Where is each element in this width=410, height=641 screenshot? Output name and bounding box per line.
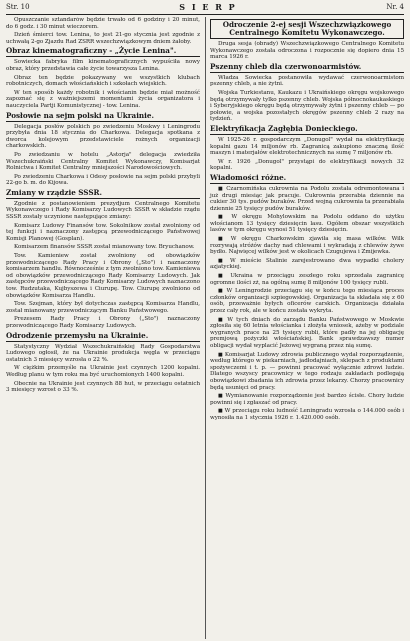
article-headline: Zmiany w rządzie SSSR.: [6, 189, 200, 199]
article-headline: Odrodzenie przemysłu na Ukrainie.: [6, 332, 200, 342]
right-column: [205, 17, 404, 639]
article-paragraph: W ciężkim przemyśle na Ukrainie jest czynnych 1200 kopalni. Według planu w tym roku ma być uruchomionych 1400 kopalni.: [6, 365, 200, 378]
article-paragraph: Komisarz Ludowy Finansów tow. Sokolnikow został zwolniony od tej funkcji i naznaczony zastępcą przewodniczącego Państwowej Komisji Planowej (Gosplan).: [6, 222, 200, 242]
article-paragraph: W r. 1926 „Donugol" przystąpi do elektryfikacji nowych 32 kopalni.: [210, 158, 404, 172]
article-headline: Pszenny chleb dla czerwonoarmistów.: [210, 63, 404, 73]
issue-number: Nr. 4: [386, 3, 404, 11]
article-paragraph: Statystyczny Wydział Wszechukraińskiej Rady Gospodarstwa Ludowego ogłosił, że na Ukrainie produkcja węgla w przeciągu ostatnich 3 miesięcy wzrosła o 22 %.: [6, 343, 200, 363]
article: [6, 332, 200, 394]
news-item: ■ W przeciągu roku ludność Leningradu wzrosła o 144.000 osób i wynosiła na 1 stycznia 1926 r. 1.420.000 osób.: [210, 408, 404, 421]
page-header: [6, 0, 404, 15]
article-headline: Obraz kinematograficzny - „Życie Lenina".: [6, 47, 200, 57]
news-item: ■ Ukraina w przeciągu zeszłego roku sprzedała zagranicę ogromne ilości zż, na ogólną sumę 8 miljonów 100 tysięcy rubli.: [210, 273, 404, 286]
article: [6, 189, 200, 330]
article-paragraph: W 1925-26 r. gospodarczym „Donugol" wydał na elektryfikację kopalni gazu 14 miljonów rb. Zagranicą zakupiono znaczną ilość maszyn i materjałów elektrotechnicznych na sumę 7 miljonów rb.: [210, 136, 404, 157]
article-paragraph: Po zwiedzeniu Charkowa i Odesy posłowie na sejm polski przybyli 22-go b. m. do Kijowa.: [6, 173, 200, 187]
masthead-title: S I E R P: [179, 2, 237, 12]
article-paragraph: Po zwiedzaniu w hotelu „Astorja" delegacja zwiedziła Wszechukraiński Centralny Komitet Wykonawczy, Komisarjat Rolnictwa i Komitet Centralny mniejszości Narodowościowych.: [6, 151, 200, 172]
news-item: ■ W okręgu Charkowskim zjawiła się masa wilków. Wilk rozrywają stróżów dachy nad chlewami i wykradają z chlewów żywe bydło. Najwięcej wilków jest w okolicach Czugujewa i Zmijewka.: [210, 236, 404, 256]
article: [6, 47, 200, 109]
left-column: [6, 17, 200, 639]
news-item: ■ Komisarjat Ludowy zdrowia publicznego wydał rozporządzenie, według którego w piekarniach, jadłodajniach, sklepach z produktami spożywczemi i t. p. — powinni pracować wyłącznie zdrowi ludzie. Dlatego wszyscy pracownicy w tego rodzaju zakładach podlegają obowiązkowi zbadania ich zdrowia przez lekarzy. Chorzy pracownicy będą usunięci od pracy.: [210, 352, 404, 392]
news-item: ■ Czarnomińska cukrownia na Podolu została odremontowana i już drugi miesiąc jak pracuje. Cukrownia przerabia dziennie na cukier 30 tys. pudów buraków. Przed wojną cukrownia ta przerabiała dziennie 25 tysięcy pudów buraków.: [210, 186, 404, 212]
article-headline: Wiadomości różne.: [210, 174, 404, 184]
article-headline: Odroczenie 2-ej sesji Wszechzwiązkowego Centralnego Komitetu Wykonawczego.: [210, 19, 404, 39]
article: [210, 63, 404, 123]
article: [6, 112, 200, 187]
article-paragraph: Prezesem Rady Pracy i Obrony („Sto") naznaczony przewodniczącego Rady Komisarzy Ludowych.: [6, 316, 200, 329]
article-paragraph: Zgodnie z postanowieniem prezydjum Centralnego Komitetu Wykonawczego i Rady Komisarzy Ludowych SSSR w składzie rządu SSSR zostały uczynione następujące zmiany:: [6, 200, 200, 221]
article-paragraph: Władza Sowiecka postanowiła wydawać czerwonoarmistom pszenny chleb, a nie żytni.: [210, 74, 404, 88]
article-paragraph: Tow. Szejman, który był dotychczas zastępcą Komisarza Handlu, został mianowany przewodniczącym Banku Państwowego.: [6, 301, 200, 314]
news-item: ■ W Leningrodzie przeciągu się w końcu tego miesiąca proces członków organizacji szpiegowskiej. Organizacja ta składała się z 60 osób, przeważnie byłych oficerów carskich. Organizacja działała przez cały rok, ale w końcu została wykryta.: [210, 288, 404, 314]
article-paragraph: Obraz ten będzie pokazywany we wszystkich klubach robotniczych, domach włościańskich i szkołach wiejskich.: [6, 74, 200, 88]
news-item: ■ W okręgu Mohylowskim na Podolu oddano do użytku włościanom 13 tysięcy dziesięcin lasu. Ogółem obszar wszystkich lasów w tym okręgu wynosi 51 tysięcy dziesięcin.: [210, 214, 404, 234]
article-paragraph: Tow. Kamieniew został zwolniony od obowiązków przewodniczącego Rady Pracy i Obrony („Sto") i naznaczony komisarzem handlu. Równocześnie z tym zwolniono tow. Kamieniewa od obowiązków przewodniczącego Rady Komisarzy Ludowych. Jak zastępców przewodniczącego Rady Komisarzy Ludowych naznaczono tow. Rudzutaka, Kujbyszewa i Ciurupę. Tow. Ciurupę zwolniono od obowiązków Komisarza Handlu.: [6, 253, 200, 299]
article: [210, 125, 404, 172]
intro-paragraph: Dzień śmierci tow. Lenina, to jest 21-go stycznia jest zgodnie z uchwałą 2-go Zjazdu Rad ZSRR wszechzwiązkowym dniem żałoby.: [6, 32, 200, 45]
article-paragraph: Delegacja posłów polskich po zwiedzeniu Moskwy i Leningrodu przybyła dnia 18 stycznia do Charkowa. Delegacja spotkana z dworca kolejowym przedstawiciele rożnych organizacji charkowskich.: [6, 123, 200, 150]
article: [210, 19, 404, 61]
article-paragraph: Druga sesja (obrady) Wszechzwiązkowego Centralnego Komitetu Wykonawczego została odroczona i rozpocznie się dopiero dnia 15 marca 1926 r.: [210, 41, 404, 61]
article-paragraph: Obecnie na Ukrainie jest czynnych 88 hut, w przeciągu ostatnich 3 miesięcy wzrost o 33 %.: [6, 380, 200, 394]
article-paragraph: Komisarzem finansów SSSR został mianowany tow. Bryuchanow.: [14, 244, 195, 251]
news-item: ■ Wymianowanie rozporządzenie jest bardzo ścisłe. Chory ludzie powinni się i zgłaszać od pracy.: [210, 393, 404, 406]
article-headline: Posłowie na sejm polski na Ukrainie.: [6, 112, 200, 122]
article-paragraph: W ten sposób każdy robotnik i włościanin będzie miał możność zapoznać się z ważniejszemi momentami życia organizatora i nauczyciela Partji Komunistycznej - tow. Lenina.: [6, 89, 200, 109]
news-item: ■ W mieście Stalinie zarejestrowano dwa wypadki cholery azjatyckiej.: [210, 258, 404, 271]
intro-paragraph: Opuszczanie sztandarów będzie trwało od 6 godziny i 20 minut, do 6 godz. i 30 minut wieczorem.: [6, 17, 200, 30]
article: [210, 174, 404, 422]
article-headline: Elektryfikacja Zagłębia Donieckiego.: [210, 125, 404, 135]
article-paragraph: Wojska Turkiestanu, Kaukazu i Ukraińskiego okręgu wojskowego będą otrzymywały tylko pszenny chleb. Wojska północnokaukaskiego i Syberyjskiego okręgu będą otrzymywały żytni i pszenny chleb — po połowie, a wojska pozostałych okręgów pszenny chleb 2 razy na tydzień.: [210, 89, 404, 123]
news-item: ■ W tych dniach do zarządu Banku Państwowego w Moskwie zgłosiła się 60 letnia włościanka i złożyła wniosek, ażeby w podziale wygranych prace na 25 tysięcy rubli, które padły na jej obligację premjową pożyczki włościańskiej. Bank sprawdzawszy numer obligacji wydał wyplacić Jeżowej wygraną przez nią sumę.: [210, 317, 404, 350]
page-number: Str. 10: [6, 3, 30, 11]
article-paragraph: Sowiecka fabryka film kinematograficznych wypuściła nowy obraz, który przedstawia całe życie towarzysza Lenina.: [6, 59, 200, 72]
